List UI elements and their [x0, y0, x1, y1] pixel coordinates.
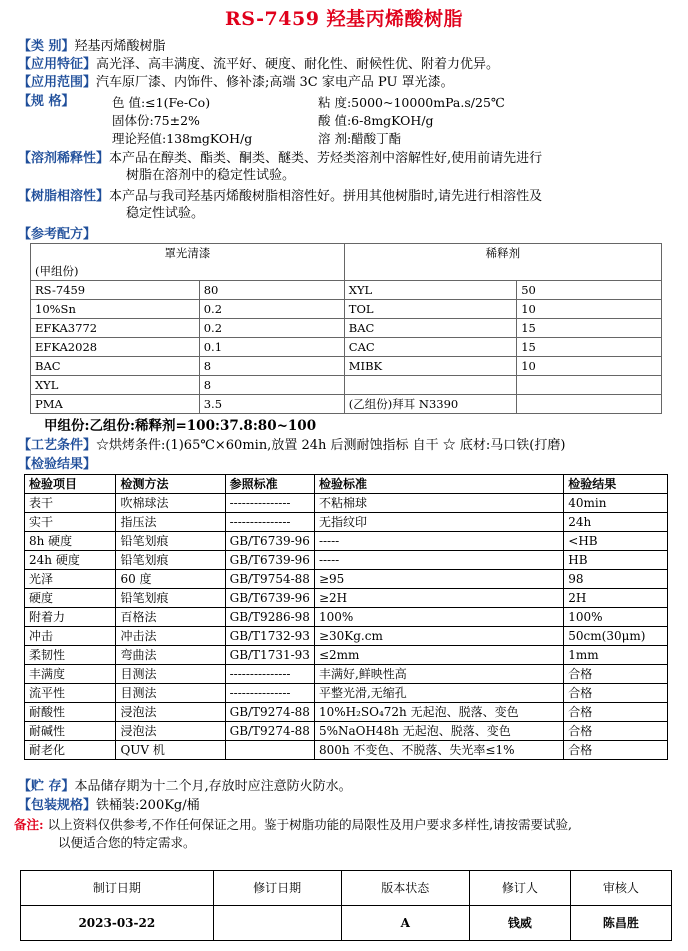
scope-row	[18, 74, 454, 91]
test-result: 2H	[564, 589, 668, 608]
test-row	[25, 494, 668, 513]
test-column-header: 检验结果	[564, 475, 668, 494]
test-column-header: 检验标准	[314, 475, 563, 494]
thinner-amount: 10	[517, 357, 662, 376]
revision-header: 审核人	[570, 871, 671, 906]
thinner-amount: 50	[517, 281, 662, 300]
category-row	[18, 38, 166, 55]
test-result: 24h	[564, 513, 668, 532]
solvent-text-1: 本产品在醇类、酯类、酮类、醚类、芳烃类溶剂中溶解性好,使用前请先进行	[109, 151, 543, 166]
test-column-header: 参照标准	[225, 475, 314, 494]
component-a-amount: 8	[199, 357, 344, 376]
test-criterion: -----	[314, 551, 563, 570]
revision-value: 钱威	[469, 906, 570, 941]
test-result: 50cm(30μm)	[564, 627, 668, 646]
thinner-name: (乙组份)拜耳 N3390	[344, 395, 516, 414]
test-row	[25, 741, 668, 760]
test-criterion: 5%NaOH48h 无起泡、脱落、变色	[314, 722, 563, 741]
test-criterion: -----	[314, 532, 563, 551]
test-criterion: 不粘棉球	[314, 494, 563, 513]
features-label: 【应用特征】	[18, 57, 97, 72]
thinner-name: TOL	[344, 300, 516, 319]
test-row	[25, 646, 668, 665]
test-standard: GB/T6739-96	[225, 551, 314, 570]
formula-label: 【参考配方】	[18, 227, 97, 242]
test-item: 冲击	[25, 627, 116, 646]
revision-header: 制订日期	[21, 871, 214, 906]
revision-value: 陈昌胜	[570, 906, 671, 941]
remark-label: 备注:	[14, 817, 44, 832]
test-standard: GB/T9286-98	[225, 608, 314, 627]
component-a-amount: 8	[199, 376, 344, 395]
test-method: 浸泡法	[116, 722, 225, 741]
test-item: 实干	[25, 513, 116, 532]
compat-text-1: 本产品与我司羟基丙烯酸树脂相溶性好。拼用其他树脂时,请先进行相溶性及	[109, 189, 543, 204]
test-item: 24h 硬度	[25, 551, 116, 570]
test-standard: GB/T1732-93	[225, 627, 314, 646]
test-header-row	[25, 475, 668, 494]
test-item: 8h 硬度	[25, 532, 116, 551]
test-item: 硬度	[25, 589, 116, 608]
test-method: 冲击法	[116, 627, 225, 646]
test-result: HB	[564, 551, 668, 570]
component-a-name: RS-7459	[31, 281, 200, 300]
mix-ratio: 甲组份:乙组份:稀释剂=100:37.8:80~100	[44, 418, 317, 434]
test-row	[25, 570, 668, 589]
scope-label: 【应用范围】	[18, 75, 97, 90]
storage-text: 本品储存期为十二个月,存放时应注意防火防水。	[74, 779, 352, 794]
test-row	[25, 627, 668, 646]
thinner-name: XYL	[344, 281, 516, 300]
spec-row	[18, 93, 75, 110]
test-method: 60 度	[116, 570, 225, 589]
spec-viscosity: 粘 度:5000~10000mPa.s/25℃	[318, 95, 505, 110]
test-method: 浸泡法	[116, 703, 225, 722]
formula-heading	[18, 226, 96, 243]
category-label: 【类 别】	[18, 39, 75, 54]
test-result: 合格	[564, 684, 668, 703]
test-standard: GB/T6739-96	[225, 532, 314, 551]
remark-row	[14, 816, 572, 833]
storage-label: 【贮 存】	[18, 779, 75, 794]
revision-value: 2023-03-22	[21, 906, 214, 941]
revision-header-row	[21, 871, 672, 906]
component-a-amount: 0.2	[199, 300, 344, 319]
spec-solids: 固体份:75±2%	[112, 113, 200, 128]
process-text: ☆烘烤条件:(1)65℃×60min,放置 24h 后测耐蚀指标 自干 ☆ 底材:马口铁(打磨)	[96, 438, 566, 453]
scope-value: 汽车原厂漆、内饰件、修补漆;高端 3C 家电产品 PU 罩光漆。	[96, 75, 454, 90]
results-heading	[18, 456, 96, 473]
test-row	[25, 551, 668, 570]
test-criterion: ≤2mm	[314, 646, 563, 665]
test-column-header: 检测方法	[116, 475, 225, 494]
test-item: 附着力	[25, 608, 116, 627]
test-item: 表干	[25, 494, 116, 513]
test-item: 耐酸性	[25, 703, 116, 722]
component-a-name: PMA	[31, 395, 200, 414]
spec-label: 【规 格】	[18, 94, 75, 109]
test-row	[25, 589, 668, 608]
test-result: 合格	[564, 722, 668, 741]
revision-header: 修订人	[469, 871, 570, 906]
test-standard: GB/T9274-88	[225, 722, 314, 741]
storage-row	[18, 778, 352, 795]
spec-color: 色 值:≤1(Fe-Co)	[112, 95, 211, 110]
test-method: 铅笔划痕	[116, 589, 225, 608]
thinner-header: 稀释剂	[344, 244, 661, 281]
features-row	[18, 56, 499, 73]
test-result: 100%	[564, 608, 668, 627]
test-criterion: 100%	[314, 608, 563, 627]
test-criterion: ≥95	[314, 570, 563, 589]
thinner-name: MIBK	[344, 357, 516, 376]
results-label: 【检验结果】	[18, 457, 97, 472]
thinner-name: BAC	[344, 319, 516, 338]
test-standard: GB/T9754-88	[225, 570, 314, 589]
formula-row	[31, 300, 662, 319]
component-a-amount: 0.1	[199, 338, 344, 357]
formula-row	[31, 395, 662, 414]
test-method: QUV 机	[116, 741, 225, 760]
thinner-amount: 15	[517, 338, 662, 357]
packing-label: 【包装规格】	[18, 798, 97, 813]
test-standard: ---------------	[225, 684, 314, 703]
test-row	[25, 703, 668, 722]
test-result: 合格	[564, 703, 668, 722]
compat-row	[18, 188, 542, 205]
component-a-amount: 3.5	[199, 395, 344, 414]
category-value: 羟基丙烯酸树脂	[74, 39, 166, 54]
test-criterion: 800h 不变色、不脱落、失光率≤1%	[314, 741, 563, 760]
thinner-amount: 15	[517, 319, 662, 338]
component-a-amount: 80	[199, 281, 344, 300]
spec-acid-value: 酸 值:6-8mgKOH/g	[318, 113, 434, 128]
spec-solvent: 溶 剂:醋酸丁酯	[318, 131, 402, 146]
revision-table	[20, 870, 672, 941]
test-result: 合格	[564, 741, 668, 760]
test-row	[25, 722, 668, 741]
test-item: 耐碱性	[25, 722, 116, 741]
features-value: 高光泽、高丰满度、流平好、硬度、耐化性、耐候性优、附着力优异。	[96, 57, 500, 72]
revision-value	[213, 906, 341, 941]
test-criterion: ≥30Kg.cm	[314, 627, 563, 646]
test-row	[25, 684, 668, 703]
test-results-table	[24, 474, 668, 760]
test-method: 铅笔划痕	[116, 551, 225, 570]
component-a-amount: 0.2	[199, 319, 344, 338]
thinner-amount	[517, 376, 662, 395]
test-criterion: ≥2H	[314, 589, 563, 608]
revision-header: 版本状态	[341, 871, 469, 906]
component-a-label: (甲组份)	[31, 262, 345, 281]
test-item: 流平性	[25, 684, 116, 703]
test-method: 吹棉球法	[116, 494, 225, 513]
test-column-header: 检验项目	[25, 475, 116, 494]
formula-row	[31, 357, 662, 376]
formula-row	[31, 319, 662, 338]
test-item: 耐老化	[25, 741, 116, 760]
test-method: 指压法	[116, 513, 225, 532]
revision-value-row	[21, 906, 672, 941]
process-row	[18, 437, 565, 454]
test-item: 丰满度	[25, 665, 116, 684]
test-method: 目测法	[116, 665, 225, 684]
test-result: 40min	[564, 494, 668, 513]
test-standard: ---------------	[225, 665, 314, 684]
solvent-label: 【溶剂稀释性】	[18, 151, 110, 166]
test-method: 目测法	[116, 684, 225, 703]
test-method: 百格法	[116, 608, 225, 627]
test-result: <HB	[564, 532, 668, 551]
test-row	[25, 513, 668, 532]
thinner-name	[344, 376, 516, 395]
test-standard: GB/T9274-88	[225, 703, 314, 722]
formula-row	[31, 376, 662, 395]
test-method: 弯曲法	[116, 646, 225, 665]
remark-text-1: 以上资料仅供参考,不作任何保证之用。鉴于树脂功能的局限性及用户要求多样性,请按需要试验,	[47, 817, 573, 832]
test-item: 柔韧性	[25, 646, 116, 665]
test-item: 光泽	[25, 570, 116, 589]
test-result: 98	[564, 570, 668, 589]
clearcoat-header: 罩光清漆	[31, 244, 345, 263]
solvent-text-2: 树脂在溶剂中的稳定性试验。	[126, 168, 296, 183]
component-a-name: 10%Sn	[31, 300, 200, 319]
test-criterion: 10%H₂SO₄72h 无起泡、脱落、变色	[314, 703, 563, 722]
compat-text-2: 稳定性试验。	[126, 206, 205, 221]
test-row	[25, 532, 668, 551]
formula-table	[30, 243, 662, 414]
test-standard: ---------------	[225, 494, 314, 513]
document-title: RS-7459 羟基丙烯酸树脂	[224, 8, 464, 30]
test-result: 1mm	[564, 646, 668, 665]
packing-row	[18, 797, 200, 814]
component-a-name: EFKA3772	[31, 319, 200, 338]
solvent-row	[18, 150, 542, 167]
component-a-name: EFKA2028	[31, 338, 200, 357]
test-criterion: 无指纹印	[314, 513, 563, 532]
formula-row	[31, 281, 662, 300]
spec-hydroxyl: 理论羟值:138mgKOH/g	[112, 131, 253, 146]
packing-text: 铁桶装:200Kg/桶	[96, 798, 200, 813]
revision-header: 修订日期	[213, 871, 341, 906]
thinner-amount: 10	[517, 300, 662, 319]
formula-row	[31, 338, 662, 357]
test-criterion: 平整光滑,无缩孔	[314, 684, 563, 703]
thinner-amount	[517, 395, 662, 414]
process-label: 【工艺条件】	[18, 438, 97, 453]
test-standard: GB/T6739-96	[225, 589, 314, 608]
test-method: 铅笔划痕	[116, 532, 225, 551]
test-row	[25, 665, 668, 684]
component-a-name: BAC	[31, 357, 200, 376]
test-row	[25, 608, 668, 627]
test-standard: ---------------	[225, 513, 314, 532]
test-standard: GB/T1731-93	[225, 646, 314, 665]
test-criterion: 丰满好,鲜映性高	[314, 665, 563, 684]
test-standard	[225, 741, 314, 760]
component-a-name: XYL	[31, 376, 200, 395]
test-result: 合格	[564, 665, 668, 684]
remark-text-2: 以便适合您的特定需求。	[58, 835, 196, 850]
compat-label: 【树脂相溶性】	[18, 189, 110, 204]
revision-value: A	[341, 906, 469, 941]
thinner-name: CAC	[344, 338, 516, 357]
